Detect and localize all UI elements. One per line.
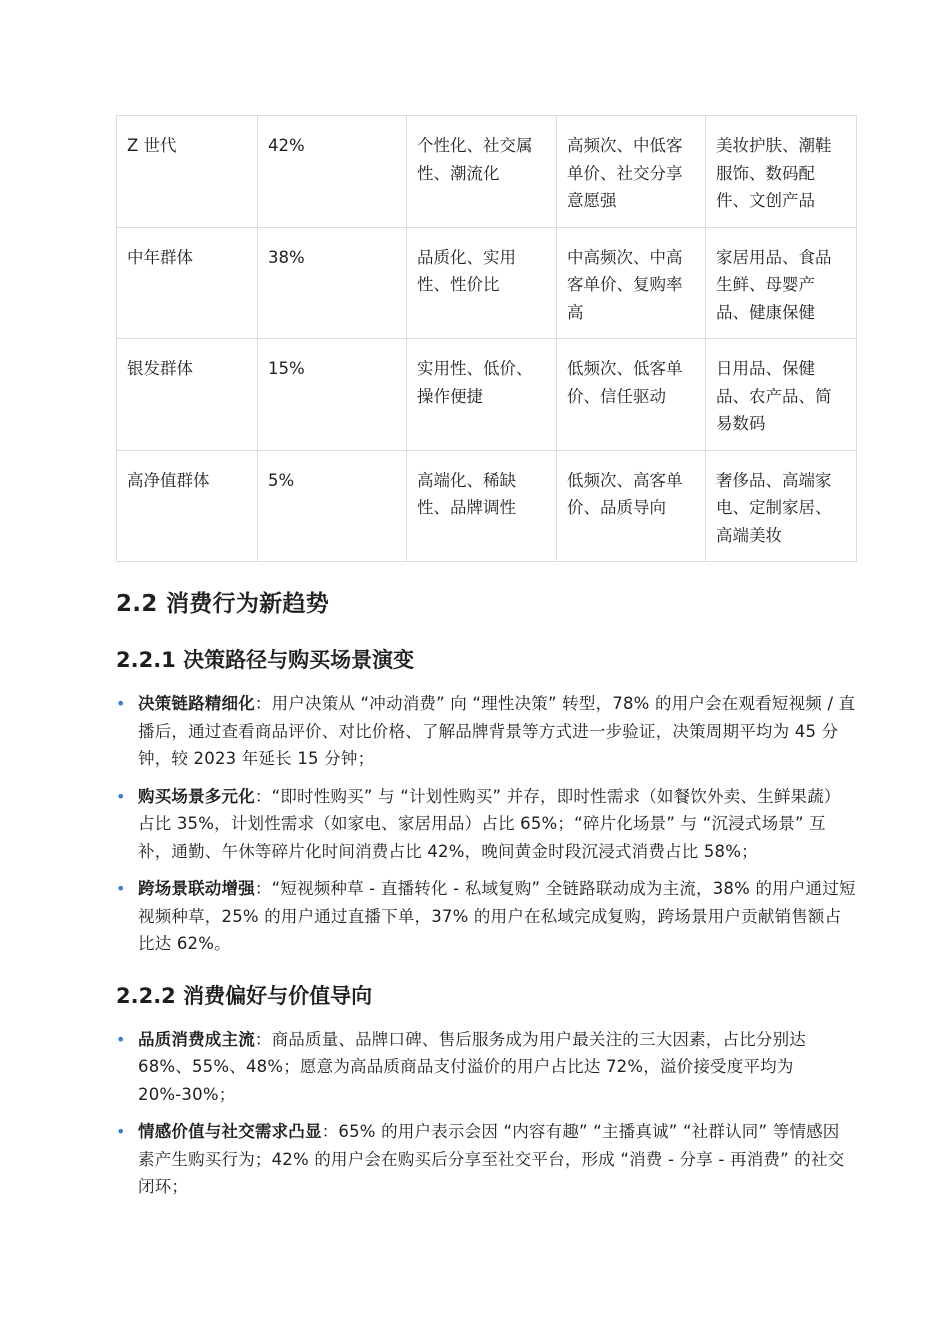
list-item-text: ：“短视频种草 - 直播转化 - 私域复购” 全链路联动成为主流，38% 的用户通过短视频种草，25% 的用户通过直播下单，37% 的用户在私域完成复购，跨场景用户贡献销售额占比达 62%。 (138, 879, 856, 953)
bullet-dot-icon: • (116, 1029, 126, 1049)
list-item-text: ：商品质量、品牌口碑、售后服务成为用户最关注的三大因素，占比分别达 68%、55%、48%；愿意为高品质商品支付溢价的用户占比达 72%，溢价接受度平均为 20%-30%； (138, 1029, 807, 1104)
table-cell-group: Z 世代 (117, 116, 258, 228)
table-cell-group: 银发群体 (117, 339, 258, 451)
bullet-dot-icon: • (116, 694, 126, 713)
list-item-text: ：65% 的用户表示会因 “内容有趣” “主播真诚” “社群认同” 等情感因素产生购买行为；42% 的用户会在购买后分享至社交平台，形成 “消费 - 分享 - 再消费” 的社交闭环； (138, 1122, 845, 1196)
bullet-list-preferences (116, 1026, 856, 1201)
table-cell-share: 5% (258, 450, 407, 562)
list-item (116, 690, 856, 773)
table-row (117, 116, 857, 228)
subsection-heading-decision-path: 2.2.1 决策路径与购买场景演变 (116, 648, 415, 672)
table-cell-categories: 美妆护肤、潮鞋服饰、数码配件、文创产品 (706, 116, 857, 228)
list-item (116, 783, 856, 866)
table-cell-behavior: 低频次、高客单价、品质导向 (557, 450, 706, 562)
table-cell-behavior: 高频次、中低客单价、社交分享意愿强 (557, 116, 706, 228)
bullet-list-decision-path (116, 690, 856, 958)
list-item-text: ：“即时性购买” 与 “计划性购买” 并存，即时性需求（如餐饮外卖、生鲜果蔬）占比 35%，计划性需求（如家电、家居用品）占比 65%；“碎片化场景” 与 “沉浸式场景” 互补，通勤、午休等碎片化时间消费占比 42%，晚间黄金时段沉浸式消费占比 58%； (138, 786, 841, 861)
table-cell-categories: 家居用品、食品生鲜、母婴产品、健康保健 (706, 227, 857, 339)
table-cell-traits: 品质化、实用性、性价比 (407, 227, 557, 339)
table-cell-share: 38% (258, 227, 407, 339)
table-cell-group: 中年群体 (117, 227, 258, 339)
table-row (117, 339, 857, 451)
table-cell-categories: 日用品、保健品、农产品、简易数码 (706, 339, 857, 451)
list-item-text: ：用户决策从 “冲动消费” 向 “理性决策” 转型，78% 的用户会在观看短视频 / 直播后，通过查看商品评价、对比价格、了解品牌背景等方式进一步验证，决策周期平均为 45 分钟，较 2023 年延长 15 分钟； (138, 694, 856, 768)
bullet-dot-icon: • (116, 879, 126, 898)
table-cell-behavior: 中高频次、中高客单价、复购率高 (557, 227, 706, 339)
table-cell-traits: 个性化、社交属性、潮流化 (407, 116, 557, 228)
table-row (117, 450, 857, 562)
list-item-keyword: 跨场景联动增强 (138, 879, 255, 898)
list-item-keyword: 购买场景多元化 (138, 786, 255, 806)
list-item (116, 1118, 856, 1201)
list-item-keyword: 情感价值与社交需求凸显 (138, 1122, 322, 1141)
table-cell-traits: 实用性、低价、操作便捷 (407, 339, 557, 451)
consumer-segment-table (116, 115, 857, 562)
table-cell-behavior: 低频次、低客单价、信任驱动 (557, 339, 706, 451)
bullet-dot-icon: • (116, 786, 126, 806)
table-cell-group: 高净值群体 (117, 450, 258, 562)
list-item-keyword: 品质消费成主流 (138, 1029, 255, 1049)
table-cell-traits: 高端化、稀缺性、品牌调性 (407, 450, 557, 562)
bullet-dot-icon: • (116, 1122, 126, 1141)
table-cell-share: 42% (258, 116, 407, 228)
list-item (116, 875, 856, 958)
table-cell-share: 15% (258, 339, 407, 451)
subsection-heading-preferences: 2.2.2 消费偏好与价值导向 (116, 983, 373, 1008)
list-item-keyword: 决策链路精细化 (138, 694, 255, 713)
document-page (116, 115, 856, 1211)
table-row (117, 227, 857, 339)
section-heading: 2.2 消费行为新趋势 (116, 591, 330, 617)
table-cell-categories: 奢侈品、高端家电、定制家居、高端美妆 (706, 450, 857, 562)
list-item (116, 1026, 856, 1109)
